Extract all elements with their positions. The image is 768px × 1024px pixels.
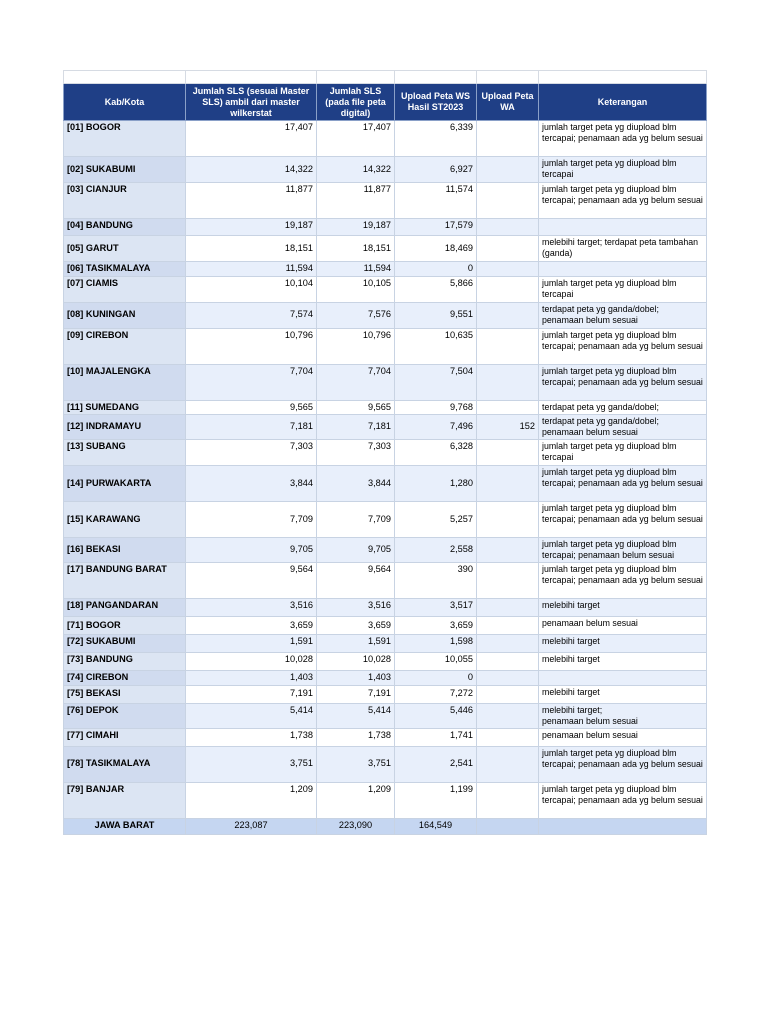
cell-jumlah-sls-master[interactable]: 7,303 [186,440,317,466]
table-row [64,328,707,364]
cell-upload-peta-ws[interactable]: 18,469 [395,236,477,262]
table-row [64,617,707,635]
table-body [64,121,707,819]
cell-upload-peta-ws[interactable]: 1,598 [395,635,477,653]
cell-jumlah-sls-master[interactable]: 7,181 [186,415,317,440]
cell-jumlah-sls-master[interactable]: 11,877 [186,183,317,219]
cell-upload-peta-ws[interactable]: 0 [395,671,477,686]
cell-upload-peta-ws[interactable]: 10,635 [395,328,477,364]
table-row [64,302,707,328]
cell-kab-kota[interactable]: [14] PURWAKARTA [64,466,186,502]
cell-upload-peta-wa[interactable] [477,183,539,219]
cell-jumlah-sls-digital[interactable]: 9,564 [317,563,395,599]
cell-upload-peta-ws[interactable]: 0 [395,262,477,277]
cell-upload-peta-wa[interactable] [477,364,539,400]
header-jumlah-sls-master[interactable]: Jumlah SLS (sesuai Master SLS) ambil dari master wilkerstat [186,84,317,121]
cell-jumlah-sls-master[interactable]: 1,403 [186,671,317,686]
table-row [64,671,707,686]
cell-upload-peta-ws[interactable]: 6,339 [395,121,477,157]
cell-upload-peta-wa[interactable] [477,236,539,262]
cell-kab-kota[interactable]: [10] MAJALENGKA [64,364,186,400]
cell-jumlah-sls-digital[interactable]: 11,877 [317,183,395,219]
cell-jumlah-sls-master[interactable]: 18,151 [186,236,317,262]
cell-keterangan[interactable]: melebihi target [539,653,707,671]
cell-upload-peta-wa[interactable] [477,635,539,653]
cell-keterangan[interactable]: jumlah target peta yg diupload blm tercapai; penamaan ada yg belum sesuai [539,121,707,157]
cell-jumlah-sls-master[interactable]: 7,709 [186,502,317,538]
cell-upload-peta-ws[interactable]: 6,328 [395,440,477,466]
cell-jumlah-sls-digital[interactable]: 3,516 [317,599,395,617]
cell-kab-kota[interactable]: [76] DEPOK [64,703,186,728]
table-row [64,782,707,818]
header-row [64,84,707,121]
empty-top-row [64,71,707,84]
cell-upload-peta-wa[interactable] [477,502,539,538]
cell-kab-kota[interactable]: [09] CIREBON [64,328,186,364]
table-row [64,236,707,262]
cell-jumlah-sls-digital[interactable]: 11,594 [317,262,395,277]
cell-keterangan[interactable]: jumlah target peta yg diupload blm tercapai; penamaan ada yg belum sesuai [539,502,707,538]
cell-upload-peta-wa[interactable] [477,599,539,617]
cell-upload-peta-wa[interactable] [477,617,539,635]
cell-upload-peta-wa[interactable] [477,728,539,746]
cell-jumlah-sls-digital[interactable]: 1,591 [317,635,395,653]
table-row [64,400,707,415]
cell-upload-peta-ws[interactable]: 5,446 [395,703,477,728]
table-row [64,466,707,502]
cell-kab-kota[interactable]: [08] KUNINGAN [64,302,186,328]
cell-upload-peta-wa[interactable] [477,563,539,599]
cell-keterangan[interactable]: melebihi target; terdapat peta tambahan (ganda) [539,236,707,262]
header-upload-peta-wa[interactable]: Upload Peta WA [477,84,539,121]
cell-kab-kota[interactable]: [06] TASIKMALAYA [64,262,186,277]
cell-kab-kota[interactable]: [05] GARUT [64,236,186,262]
cell-upload-peta-wa[interactable] [477,328,539,364]
table-row [64,121,707,157]
empty-cell[interactable] [64,71,186,84]
table-row [64,415,707,440]
cell-upload-peta-wa[interactable] [477,538,539,563]
cell-jumlah-sls-digital[interactable]: 7,303 [317,440,395,466]
cell-keterangan[interactable]: terdapat peta yg ganda/dobel; penamaan belum sesuai [539,415,707,440]
empty-cell[interactable] [395,71,477,84]
cell-jumlah-sls-digital[interactable]: 1,403 [317,671,395,686]
cell-jumlah-sls-digital[interactable]: 17,407 [317,121,395,157]
header-jumlah-sls-digital[interactable]: Jumlah SLS (pada file peta digital) [317,84,395,121]
cell-upload-peta-ws[interactable]: 10,055 [395,653,477,671]
cell-kab-kota[interactable]: [17] BANDUNG BARAT [64,563,186,599]
cell-jumlah-sls-digital[interactable]: 3,844 [317,466,395,502]
total-upload-wa[interactable] [477,818,539,834]
cell-keterangan[interactable]: jumlah target peta yg diupload blm tercapai; penamaan ada yg belum sesuai [539,328,707,364]
table-row [64,219,707,236]
total-upload-ws[interactable]: 164,549 [395,818,477,834]
cell-jumlah-sls-master[interactable]: 7,574 [186,302,317,328]
cell-jumlah-sls-master[interactable]: 1,209 [186,782,317,818]
empty-cell[interactable] [539,71,707,84]
cell-kab-kota[interactable]: [75] BEKASI [64,685,186,703]
cell-upload-peta-ws[interactable]: 3,659 [395,617,477,635]
table-row [64,183,707,219]
cell-upload-peta-ws[interactable]: 3,517 [395,599,477,617]
cell-jumlah-sls-digital[interactable]: 7,191 [317,685,395,703]
table-row [64,703,707,728]
cell-upload-peta-wa[interactable]: 152 [477,415,539,440]
header-kab-kota[interactable]: Kab/Kota [64,84,186,121]
table-row [64,635,707,653]
cell-kab-kota[interactable]: [74] CIREBON [64,671,186,686]
cell-upload-peta-ws[interactable]: 2,541 [395,746,477,782]
cell-upload-peta-ws[interactable]: 7,504 [395,364,477,400]
cell-jumlah-sls-master[interactable]: 19,187 [186,219,317,236]
cell-upload-peta-ws[interactable]: 390 [395,563,477,599]
cell-jumlah-sls-master[interactable]: 3,844 [186,466,317,502]
cell-jumlah-sls-digital[interactable]: 5,414 [317,703,395,728]
cell-keterangan[interactable]: jumlah target peta yg diupload blm tercapai [539,157,707,183]
cell-jumlah-sls-master[interactable]: 7,704 [186,364,317,400]
cell-kab-kota[interactable]: [01] BOGOR [64,121,186,157]
cell-upload-peta-wa[interactable] [477,157,539,183]
cell-jumlah-sls-digital[interactable]: 7,704 [317,364,395,400]
cell-jumlah-sls-master[interactable]: 9,564 [186,563,317,599]
cell-keterangan[interactable] [539,219,707,236]
cell-kab-kota[interactable]: [13] SUBANG [64,440,186,466]
cell-upload-peta-ws[interactable]: 5,866 [395,276,477,302]
cell-jumlah-sls-digital[interactable]: 1,738 [317,728,395,746]
cell-kab-kota[interactable]: [16] BEKASI [64,538,186,563]
cell-upload-peta-wa[interactable] [477,703,539,728]
table-row [64,364,707,400]
cell-upload-peta-wa[interactable] [477,653,539,671]
cell-jumlah-sls-master[interactable]: 3,751 [186,746,317,782]
total-label[interactable]: JAWA BARAT [64,818,186,834]
cell-jumlah-sls-digital[interactable]: 10,105 [317,276,395,302]
cell-upload-peta-wa[interactable] [477,400,539,415]
cell-jumlah-sls-master[interactable]: 1,591 [186,635,317,653]
cell-upload-peta-ws[interactable]: 7,272 [395,685,477,703]
cell-jumlah-sls-master[interactable]: 7,191 [186,685,317,703]
cell-upload-peta-wa[interactable] [477,746,539,782]
header-upload-peta-ws[interactable]: Upload Peta WS Hasil ST2023 [395,84,477,121]
cell-upload-peta-ws[interactable]: 2,558 [395,538,477,563]
cell-kab-kota[interactable]: [03] CIANJUR [64,183,186,219]
cell-keterangan[interactable]: jumlah target peta yg diupload blm tercapai; penamaan ada yg belum sesuai [539,183,707,219]
table-row [64,563,707,599]
header-keterangan[interactable]: Keterangan [539,84,707,121]
cell-upload-peta-wa[interactable] [477,302,539,328]
empty-cell[interactable] [186,71,317,84]
cell-upload-peta-wa[interactable] [477,440,539,466]
cell-keterangan[interactable]: melebihi target; penamaan belum sesuai [539,703,707,728]
cell-upload-peta-ws[interactable]: 11,574 [395,183,477,219]
cell-upload-peta-wa[interactable] [477,219,539,236]
cell-jumlah-sls-digital[interactable]: 19,187 [317,219,395,236]
cell-jumlah-sls-digital[interactable]: 3,751 [317,746,395,782]
cell-keterangan[interactable]: penamaan belum sesuai [539,728,707,746]
cell-jumlah-sls-master[interactable]: 14,322 [186,157,317,183]
cell-kab-kota[interactable]: [04] BANDUNG [64,219,186,236]
cell-upload-peta-wa[interactable] [477,121,539,157]
table-row [64,157,707,183]
cell-upload-peta-wa[interactable] [477,262,539,277]
cell-keterangan[interactable]: penamaan belum sesuai [539,617,707,635]
table-row [64,728,707,746]
cell-upload-peta-ws[interactable]: 1,280 [395,466,477,502]
cell-upload-peta-ws[interactable]: 1,741 [395,728,477,746]
cell-jumlah-sls-master[interactable]: 10,796 [186,328,317,364]
table-row [64,502,707,538]
cell-kab-kota[interactable]: [12] INDRAMAYU [64,415,186,440]
cell-jumlah-sls-digital[interactable]: 9,565 [317,400,395,415]
cell-jumlah-sls-digital[interactable]: 1,209 [317,782,395,818]
cell-jumlah-sls-master[interactable]: 17,407 [186,121,317,157]
cell-upload-peta-ws[interactable]: 9,768 [395,400,477,415]
total-sls-master[interactable]: 223,087 [186,818,317,834]
table-row [64,440,707,466]
table-row [64,599,707,617]
cell-jumlah-sls-digital[interactable]: 10,796 [317,328,395,364]
cell-keterangan[interactable]: jumlah target peta yg diupload blm tercapai [539,440,707,466]
cell-kab-kota[interactable]: [07] CIAMIS [64,276,186,302]
cell-jumlah-sls-master[interactable]: 3,516 [186,599,317,617]
cell-kab-kota[interactable]: [11] SUMEDANG [64,400,186,415]
cell-upload-peta-wa[interactable] [477,685,539,703]
cell-keterangan[interactable] [539,671,707,686]
cell-keterangan[interactable]: jumlah target peta yg diupload blm tercapai; penamaan ada yg belum sesuai [539,782,707,818]
cell-kab-kota[interactable]: [71] BOGOR [64,617,186,635]
cell-jumlah-sls-digital[interactable]: 7,181 [317,415,395,440]
table-row [64,276,707,302]
cell-jumlah-sls-digital[interactable]: 14,322 [317,157,395,183]
cell-jumlah-sls-master[interactable]: 1,738 [186,728,317,746]
cell-upload-peta-ws[interactable]: 7,496 [395,415,477,440]
table-row [64,262,707,277]
table-row [64,685,707,703]
cell-jumlah-sls-master[interactable]: 11,594 [186,262,317,277]
cell-jumlah-sls-master[interactable]: 5,414 [186,703,317,728]
cell-keterangan[interactable]: terdapat peta yg ganda/dobel; [539,400,707,415]
cell-kab-kota[interactable]: [73] BANDUNG [64,653,186,671]
cell-keterangan[interactable]: jumlah target peta yg diupload blm tercapai; penamaan ada yg belum sesuai [539,563,707,599]
cell-jumlah-sls-master[interactable]: 9,565 [186,400,317,415]
table-row [64,538,707,563]
cell-keterangan[interactable]: melebihi target [539,635,707,653]
cell-jumlah-sls-digital[interactable]: 7,709 [317,502,395,538]
cell-keterangan[interactable]: jumlah target peta yg diupload blm tercapai; penamaan ada yg belum sesuai [539,466,707,502]
cell-upload-peta-wa[interactable] [477,782,539,818]
sls-data-table [63,70,707,835]
cell-jumlah-sls-digital[interactable]: 10,028 [317,653,395,671]
cell-upload-peta-ws[interactable]: 6,927 [395,157,477,183]
table-row [64,746,707,782]
cell-kab-kota[interactable]: [15] KARAWANG [64,502,186,538]
cell-upload-peta-wa[interactable] [477,466,539,502]
cell-jumlah-sls-master[interactable]: 9,705 [186,538,317,563]
cell-jumlah-sls-digital[interactable]: 9,705 [317,538,395,563]
cell-jumlah-sls-digital[interactable]: 3,659 [317,617,395,635]
cell-jumlah-sls-master[interactable]: 3,659 [186,617,317,635]
cell-keterangan[interactable]: terdapat peta yg ganda/dobel; penamaan belum sesuai [539,302,707,328]
cell-keterangan[interactable]: jumlah target peta yg diupload blm tercapai; penamaan belum sesuai [539,538,707,563]
empty-cell[interactable] [477,71,539,84]
cell-upload-peta-ws[interactable]: 1,199 [395,782,477,818]
table-row [64,653,707,671]
cell-kab-kota[interactable]: [78] TASIKMALAYA [64,746,186,782]
cell-keterangan[interactable] [539,262,707,277]
cell-upload-peta-ws[interactable]: 5,257 [395,502,477,538]
cell-upload-peta-ws[interactable]: 9,551 [395,302,477,328]
cell-keterangan[interactable]: jumlah target peta yg diupload blm tercapai [539,276,707,302]
total-sls-digital[interactable]: 223,090 [317,818,395,834]
cell-kab-kota[interactable]: [79] BANJAR [64,782,186,818]
cell-kab-kota[interactable]: [77] CIMAHI [64,728,186,746]
cell-jumlah-sls-master[interactable]: 10,028 [186,653,317,671]
cell-jumlah-sls-digital[interactable]: 18,151 [317,236,395,262]
cell-kab-kota[interactable]: [02] SUKABUMI [64,157,186,183]
cell-upload-peta-wa[interactable] [477,671,539,686]
empty-cell[interactable] [317,71,395,84]
total-keterangan[interactable] [539,818,707,834]
cell-upload-peta-wa[interactable] [477,276,539,302]
cell-kab-kota[interactable]: [18] PANGANDARAN [64,599,186,617]
cell-keterangan[interactable]: jumlah target peta yg diupload blm tercapai; penamaan ada yg belum sesuai [539,746,707,782]
total-row [64,818,707,834]
cell-keterangan[interactable]: melebihi target [539,685,707,703]
cell-jumlah-sls-master[interactable]: 10,104 [186,276,317,302]
cell-keterangan[interactable]: melebihi target [539,599,707,617]
cell-upload-peta-ws[interactable]: 17,579 [395,219,477,236]
cell-jumlah-sls-digital[interactable]: 7,576 [317,302,395,328]
cell-kab-kota[interactable]: [72] SUKABUMI [64,635,186,653]
cell-keterangan[interactable]: jumlah target peta yg diupload blm tercapai; penamaan ada yg belum sesuai [539,364,707,400]
